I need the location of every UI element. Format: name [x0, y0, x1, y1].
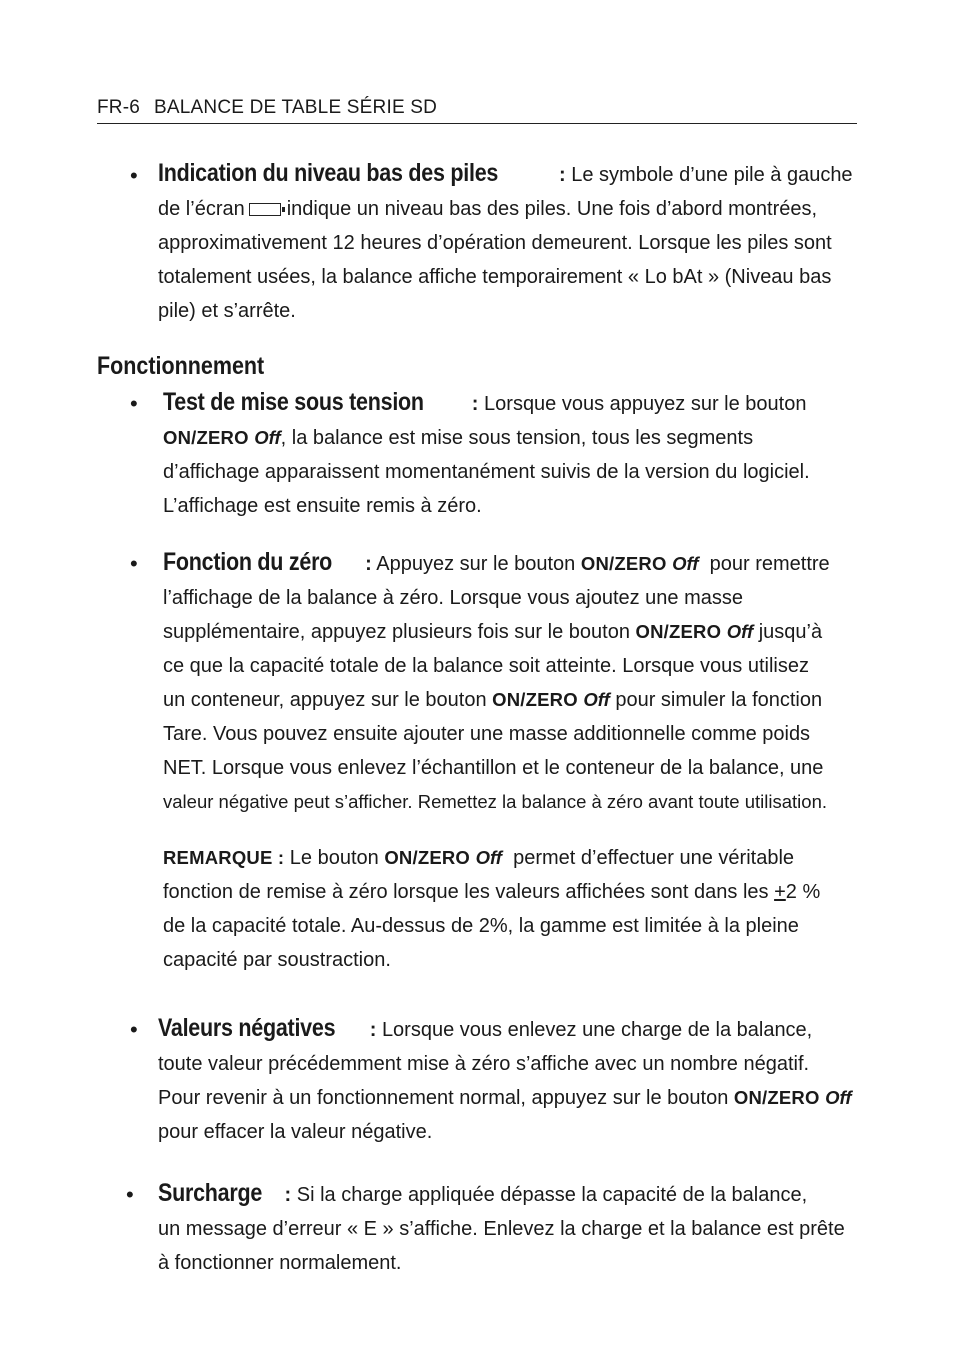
- overload-section: Surcharge : Si la charge appliquée dépasse la capacité de la balance, un message d’erreur « E » s’affiche. Enlevez la charge et la balance est prête à fonctionner normalement.: [158, 1176, 878, 1280]
- section-heading: Fonctionnement: [97, 352, 265, 380]
- on-zero-key: ON/ZERO: [384, 847, 471, 868]
- on-zero-key: ON/ZERO: [163, 427, 249, 448]
- off-key: Off: [672, 553, 699, 574]
- zero-function-section: Fonction du zéro : Appuyez sur le bouton ON/ZERO Off pour remettre l’affichage de la balance à zéro. Lorsque vous ajoutez une masse supplémentaire, appuyez plusieurs fois sur le bouton ON/ZERO Off jusqu’à ce que la capacité totale de la balance soit atteinte. Lorsque vous utilisez un conteneur, appuyez sur le bouton ON/ZERO Off pour simuler la fonction Tare. Vous pouvez ensuite ajouter une masse additionnelle comme poids NET. Lorsque vous enlevez l’échantillon et le conteneur de la balance, une valeur négative peut s’afficher. Remettez la balance à zéro avant toute utilisation.: [163, 545, 883, 819]
- on-zero-key: ON/ZERO: [492, 689, 578, 710]
- note-block: REMARQUE : Le bouton ON/ZERO Off permet d’effectuer une véritable fonction de remise à zéro lorsque les valeurs affichées sont dans les +2 % de la capacité totale. Au-dessus de 2%, la gamme est limitée à la pleine capacité par soustraction.: [163, 847, 821, 971]
- bullet-icon: •: [130, 391, 138, 416]
- off-key: Off: [254, 427, 281, 448]
- bullet-icon: •: [130, 551, 138, 576]
- page-number: FR-6: [97, 97, 141, 118]
- on-zero-key: ON/ZERO: [635, 621, 722, 642]
- bullet-icon: •: [126, 1182, 134, 1207]
- battery-title: Indication du niveau bas des piles: [158, 159, 499, 187]
- off-key: Off: [825, 1087, 852, 1108]
- battery-section: Indication du niveau bas des piles : Le symbole d’une pile à gauche de l’écran indique un niveau bas des piles. Une fois d’abord montrées, approximativement 12 heures d’opération demeurent. Lorsque les piles sont totalement usées, la balance affiche temporairement « Lo bAt » (Niveau bas pile) et s’arrête.: [158, 156, 878, 328]
- overload-title: Surcharge: [158, 1179, 263, 1207]
- document-title: BALANCE DE TABLE SÉRIE SD: [154, 97, 438, 118]
- zero-function-title: Fonction du zéro: [163, 548, 333, 576]
- negative-values-title: Valeurs négatives: [158, 1014, 336, 1042]
- negative-values-section: Valeurs négatives : Lorsque vous enlevez une charge de la balance, toute valeur précédemment mise à zéro s’affiche avec un nombre négatif. Pour revenir à un fonctionnement normal, appuyez sur le bouton ON/ZERO Off pour effacer la valeur négative.: [158, 1011, 878, 1149]
- off-key: Off: [583, 689, 610, 710]
- on-zero-key: ON/ZERO: [580, 553, 667, 574]
- power-test-title: Test de mise sous tension: [163, 388, 424, 416]
- power-test-section: Test de mise sous tension : Lorsque vous appuyez sur le bouton ON/ZERO Off, la balance est mise sous tension, tous les segments d’affichage apparaissent momentanément suivis de la version du logiciel. L’affichage est ensuite remis à zéro.: [163, 385, 883, 523]
- bullet-icon: •: [130, 163, 138, 188]
- off-key: Off: [726, 621, 754, 642]
- off-key: Off: [475, 847, 502, 868]
- on-zero-key: ON/ZERO: [733, 1087, 820, 1108]
- battery-icon: [249, 203, 281, 216]
- bullet-icon: •: [130, 1017, 138, 1042]
- note-label: REMARQUE :: [163, 847, 285, 868]
- page-header: [97, 97, 857, 124]
